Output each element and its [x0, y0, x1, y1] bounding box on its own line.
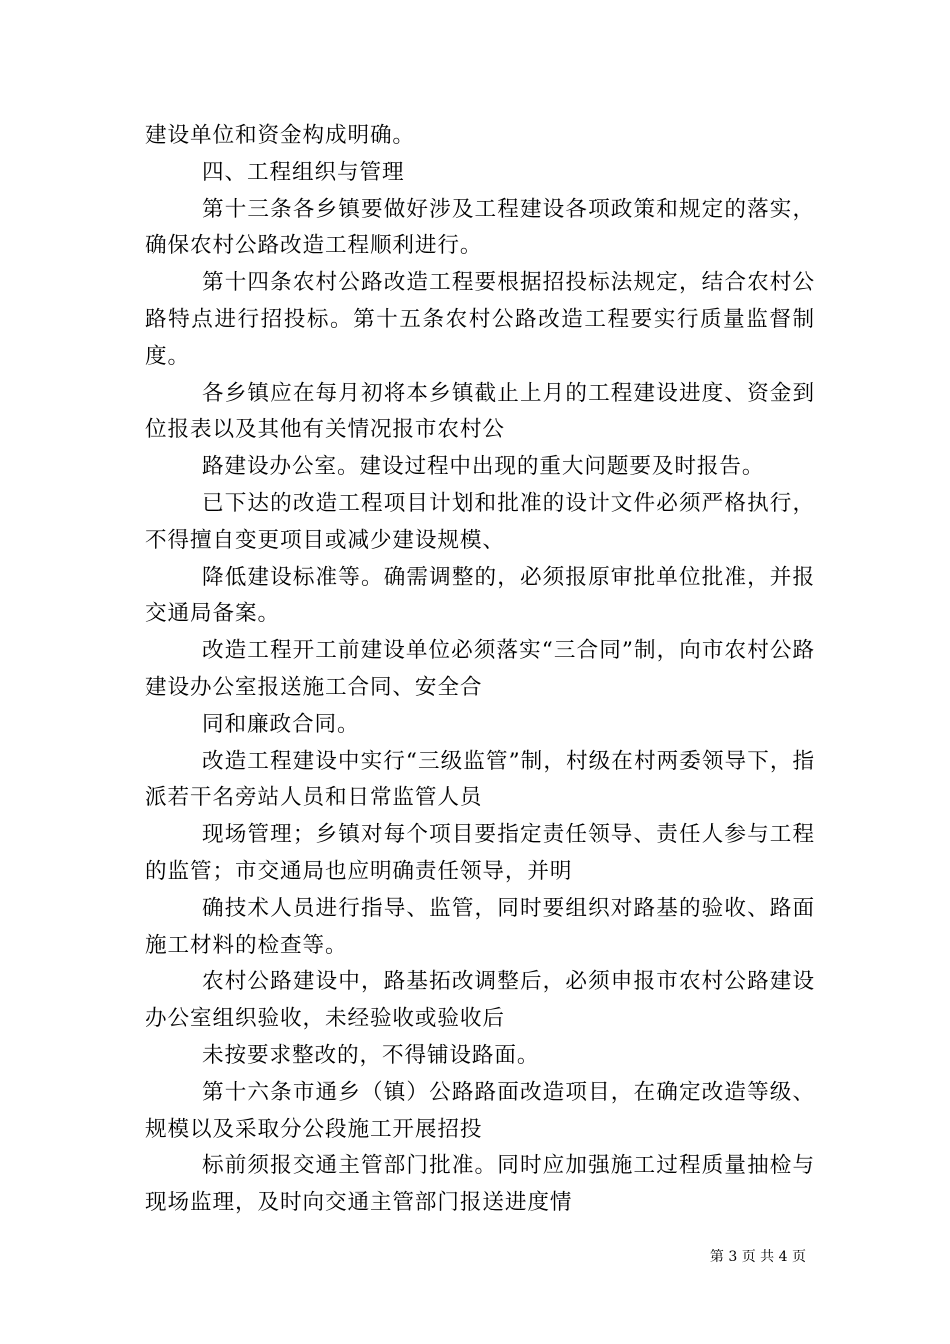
page-number-footer: 第 3 页 共 4 页 [709, 1249, 806, 1265]
paragraph: 路建设办公室。建设过程中出现的重大问题要及时报告。 [202, 454, 765, 480]
paragraph: 降低建设标准等。确需调整的，必须报原审批单位批准，并报交通局备案。 [145, 564, 815, 627]
paragraph: 现场管理；乡镇对每个项目要指定责任领导、责任人参与工程的监管；市交通局也应明确责任领导，并明 [145, 822, 815, 884]
paragraph: 第十六条市通乡（镇）公路路面改造项目，在确定改造等级、规模以及采取分公段施工开展招投 [145, 1079, 815, 1142]
paragraph: 改造工程建设中实行“三级监管”制，村级在村两委领导下，指派若干名旁站人员和日常监管人员 [145, 748, 815, 811]
paragraph: 已下达的改造工程项目计划和批准的设计文件必须严格执行，不得擅自变更项目或减少建设规模、 [145, 490, 815, 553]
paragraph: 确技术人员进行指导、监管，同时要组织对路基的验收、路面施工材料的检查等。 [145, 895, 815, 958]
paragraph: 标前须报交通主管部门批准。同时应加强施工过程质量抽检与现场监理，及时向交通主管部门报送进度情 [145, 1153, 815, 1216]
paragraph: 改造工程开工前建设单位必须落实“三合同”制，向市农村公路建设办公室报送施工合同、安全合 [145, 638, 815, 700]
paragraph: 建设单位和资金构成明确。 [145, 123, 415, 148]
paragraph: 各乡镇应在每月初将本乡镇截止上月的工程建设进度、资金到位报表以及其他有关情况报市农村公 [145, 380, 815, 443]
paragraph: 农村公路建设中，路基拓改调整后，必须申报市农村公路建设办公室组织验收，未经验收或验收后 [145, 969, 815, 1032]
paragraph: 未按要求整改的，不得铺设路面。 [202, 1042, 540, 1068]
paragraph: 第十四条农村公路改造工程要根据招投标法规定，结合农村公路特点进行招投标。第十五条农村公路改造工程要实行质量监督制度。 [145, 270, 815, 369]
section-heading: 四、工程组织与管理 [202, 159, 405, 185]
body-text [145, 118, 815, 1222]
paragraph: 第十三条各乡镇要做好涉及工程建设各项政策和规定的落实，确保农村公路改造工程顺利进行。 [145, 196, 815, 259]
paragraph: 同和廉政合同。 [202, 711, 360, 737]
